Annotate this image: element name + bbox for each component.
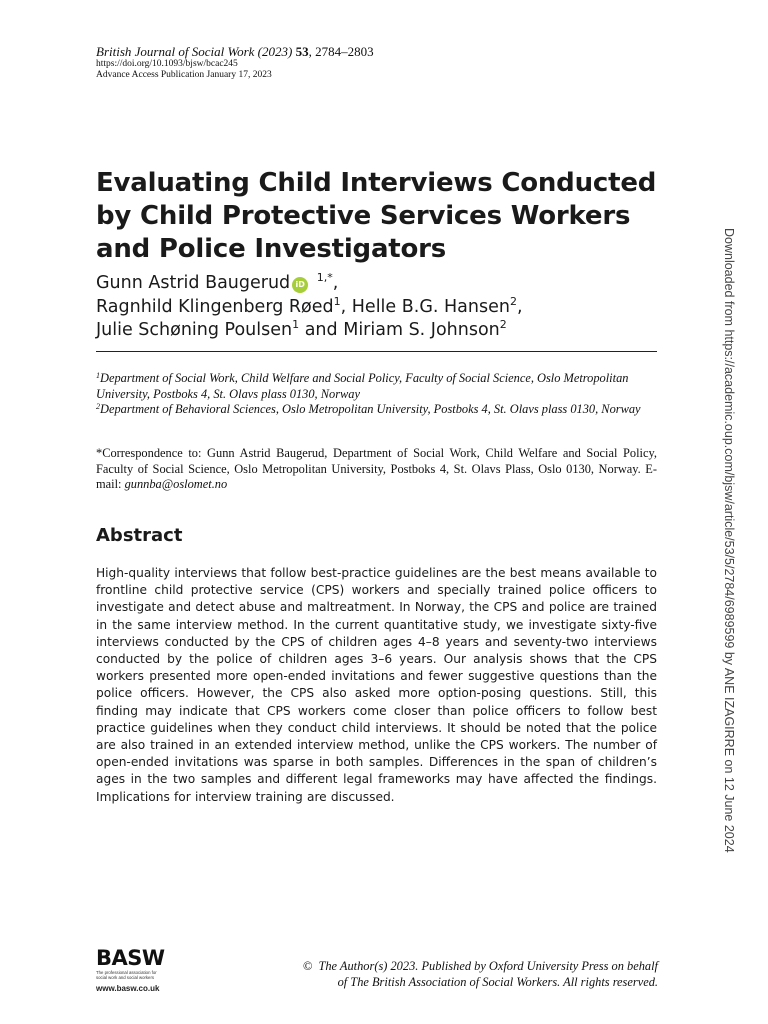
basw-logo-text: BASW — [96, 946, 165, 970]
correspondence-text: *Correspondence to: Gunn Astrid Baugerud, Department of Social Work, Child Welfare and Social Policy, Faculty of Social Science, Oslo Metropolitan University, Postboks 4, St. Olavs Plass, Oslo 0130, Norway. E-mail: — [96, 446, 657, 491]
author-name: Gunn Astrid Baugerud — [96, 273, 291, 293]
advance-access: Advance Access Publication January 17, 2023 — [96, 69, 272, 80]
download-stamp: Downloaded from https://academic.oup.com/bjsw/article/53/5/2784/6989599 by ANE IZAGIRRE on 12 June 2024 — [722, 228, 736, 853]
author-sup: 1 — [292, 318, 300, 331]
copyright-line-1 — [240, 958, 658, 974]
affiliation-sup: 2 — [96, 402, 100, 411]
author-list — [96, 272, 671, 343]
copyright-icon: © — [303, 959, 313, 973]
journal-name: British Journal of Social Work (2023) — [96, 44, 293, 59]
author-conjunction: and — [304, 320, 338, 340]
copyright-text-1: The Author(s) 2023. Published by Oxford University Press on behalf — [318, 959, 658, 973]
author-sup: 2 — [499, 318, 507, 331]
basw-logo — [96, 948, 176, 994]
author-line-2: Ragnhild Klingenberg Røed$^1$, Helle B.G. Hansen$^2$, — [96, 294, 523, 317]
author-name: Helle B.G. Hansen — [351, 296, 510, 317]
copyright-line-2: of The British Association of Social Workers. All rights reserved. — [337, 975, 658, 989]
article-title: Evaluating Child Interviews Conducted by Child Protective Services Workers and Police Investigators — [96, 168, 657, 264]
journal-pages: , 2784–2803 — [308, 44, 374, 59]
journal-header — [96, 44, 656, 80]
affiliation-text: Department of Behavioral Sciences, Oslo Metropolitan University, Postboks 4, St. Olavs plass 0130, Norway — [100, 402, 641, 416]
affiliation-1 — [96, 371, 657, 402]
author-name: Miriam S. Johnson — [343, 320, 500, 340]
journal-volume: 53 — [295, 44, 309, 59]
author-sup: 1,* — [316, 271, 333, 284]
title-divider — [96, 351, 657, 352]
author-name: Ragnhild Klingenberg Røed — [96, 296, 334, 317]
author-line-1: Gunn Astrid Baugerud iD $^{1,*}$, — [96, 271, 339, 293]
email-link[interactable]: gunnba@oslomet.no — [124, 477, 228, 491]
affiliations — [96, 371, 657, 418]
doi-link[interactable]: https://doi.org/10.1093/bjsw/bcac245 — [96, 59, 238, 69]
author-line-3 — [96, 319, 671, 343]
author-sup: 2 — [509, 294, 517, 308]
correspondence — [96, 446, 657, 493]
affiliation-2 — [96, 402, 657, 418]
copyright-notice — [240, 958, 658, 990]
affiliation-text: Department of Social Work, Child Welfare and Social Policy, Faculty of Social Science, Oslo Metropolitan University, Postboks 4, St. Olavs plass 0130, Norway — [96, 371, 629, 401]
affiliation-sup: 1 — [96, 371, 100, 380]
abstract-text: High-quality interviews that follow best-practice guidelines are the best means available to frontline child protective service (CPS) workers and specially trained police officers to investigate and detect abuse and maltreatment. In Norway, the CPS and police are trained in the same interview method. In the current quantitative study, we investigate sixty-five interviews conducted by the CPS of children ages 4–8 years and seventy-two interviews conducted by the police of children ages 3–6 years. Our analysis shows that the CPS workers presented more open-ended invitations and fewer suggestive questions than the police officers. However, the CPS also asked more option-posing questions. Still, this finding may indicate that CPS workers come closer than police officers to follow best practice guidelines when they conduct child interviews. It should be noted that the police are also trained in an extended interview method, unlike the CPS workers. The number of open-ended invitations was sparse in both samples. Differences in the span of children’s ages in the two samples and different legal frameworks may have affected the findings. Implications for interview training are discussed. — [96, 566, 657, 804]
basw-url[interactable]: www.basw.co.uk — [96, 984, 160, 993]
journal-citation — [96, 44, 656, 59]
abstract-heading: Abstract — [96, 525, 183, 546]
orcid-icon[interactable]: iD — [292, 277, 308, 293]
basw-tagline: The professional association for social work and social workers — [96, 970, 157, 980]
author-sup: 1 — [333, 294, 341, 308]
author-name: Julie Schøning Poulsen — [96, 320, 293, 340]
